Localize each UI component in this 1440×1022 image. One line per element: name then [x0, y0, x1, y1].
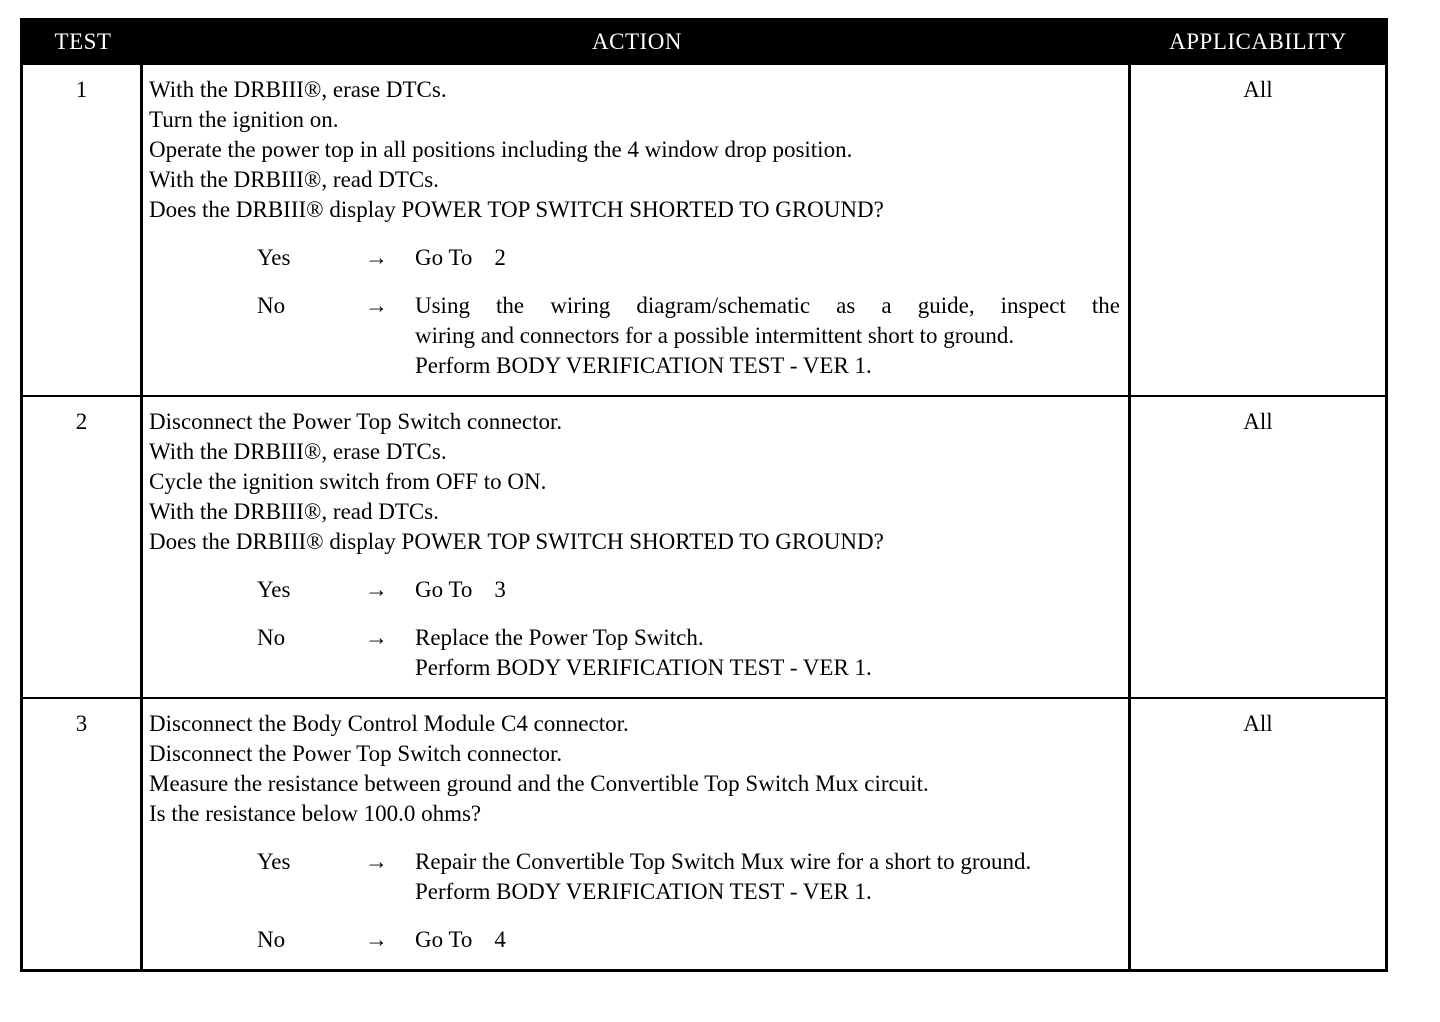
outcome-goto	[415, 243, 1120, 273]
header-test: TEST	[54, 29, 112, 54]
table-row	[23, 395, 1385, 697]
instruction-line: Perform BODY VERIFICATION TEST - VER 1.	[415, 655, 872, 680]
applicability-value: All	[1243, 711, 1273, 736]
outcome-label: Yes	[257, 245, 291, 270]
step-text: Is the resistance below 100.0 ohms?	[149, 801, 482, 826]
arrow-right-icon: →	[365, 293, 388, 318]
instruction-line: Replace the Power Top Switch.	[415, 625, 704, 650]
step-text: With the DRBIII®, erase DTCs.	[149, 77, 447, 102]
table-header	[23, 21, 1385, 63]
diagnostic-test-table	[20, 18, 1388, 972]
outcome-instructions	[415, 623, 1120, 683]
applicability-value: All	[1243, 409, 1273, 434]
outcome-label: No	[257, 927, 286, 952]
outcome-yes	[149, 847, 1120, 907]
instruction-line: Repair the Convertible Top Switch Mux wire for a short to ground.	[415, 849, 1032, 874]
goto-target: 2	[494, 245, 506, 270]
header-action: ACTION	[592, 29, 682, 54]
table-row	[23, 63, 1385, 395]
table-row	[23, 697, 1385, 969]
goto-text: Go To	[415, 927, 473, 952]
outcome-label: No	[257, 625, 286, 650]
outcome-label: No	[257, 293, 286, 318]
outcome-yes	[149, 575, 1120, 605]
outcome-no	[149, 623, 1120, 683]
test-number: 1	[23, 65, 143, 395]
step-text: Disconnect the Power Top Switch connector.	[149, 409, 563, 434]
instruction-line: Perform BODY VERIFICATION TEST - VER 1.	[415, 879, 872, 904]
step-text: With the DRBIII®, read DTCs.	[149, 499, 439, 524]
step-text: Turn the ignition on.	[149, 107, 339, 132]
arrow-right-icon: →	[365, 927, 388, 952]
applicability-value: All	[1243, 77, 1273, 102]
test-number: 3	[23, 699, 143, 969]
outcome-label: Yes	[257, 849, 291, 874]
step-text: Disconnect the Power Top Switch connector.	[149, 741, 563, 766]
goto-target: 4	[494, 927, 506, 952]
outcome-goto	[415, 575, 1120, 605]
step-text: Does the DRBIII® display POWER TOP SWITCH SHORTED TO GROUND?	[149, 197, 884, 222]
action-cell	[143, 65, 1131, 395]
outcome-label: Yes	[257, 577, 291, 602]
outcome-goto	[415, 925, 1120, 955]
action-cell	[143, 397, 1131, 697]
outcome-instructions	[415, 847, 1120, 907]
action-cell	[143, 699, 1131, 969]
step-text: Does the DRBIII® display POWER TOP SWITCH SHORTED TO GROUND?	[149, 529, 884, 554]
test-number: 2	[23, 397, 143, 697]
goto-text: Go To	[415, 577, 473, 602]
header-applicability: APPLICABILITY	[1169, 29, 1347, 54]
arrow-right-icon: →	[365, 625, 388, 650]
instruction-line: wiring and connectors for a possible intermittent short to ground.	[415, 323, 1015, 348]
step-text: With the DRBIII®, erase DTCs.	[149, 439, 447, 464]
step-text: Operate the power top in all positions including the 4 window drop position.	[149, 137, 853, 162]
step-text: Disconnect the Body Control Module C4 connector.	[149, 711, 629, 736]
outcome-instructions	[415, 291, 1120, 381]
instruction-line: Using the wiring diagram/schematic as a guide, inspect the	[415, 293, 1120, 318]
goto-text: Go To	[415, 245, 473, 270]
arrow-right-icon: →	[365, 245, 388, 270]
instruction-line: Perform BODY VERIFICATION TEST - VER 1.	[415, 353, 872, 378]
step-text: Cycle the ignition switch from OFF to ON.	[149, 469, 547, 494]
outcome-no	[149, 925, 1120, 955]
arrow-right-icon: →	[365, 577, 388, 602]
outcome-no	[149, 291, 1120, 381]
arrow-right-icon: →	[365, 849, 388, 874]
step-text: Measure the resistance between ground and the Convertible Top Switch Mux circuit.	[149, 771, 929, 796]
step-text: With the DRBIII®, read DTCs.	[149, 167, 439, 192]
outcome-yes	[149, 243, 1120, 273]
goto-target: 3	[494, 577, 506, 602]
